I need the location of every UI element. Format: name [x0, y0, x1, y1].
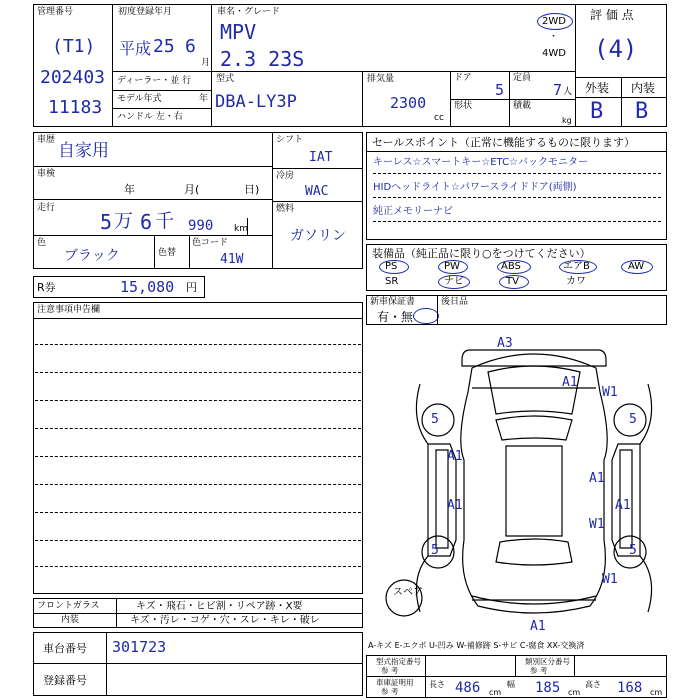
mileage-man: 5 [100, 210, 113, 234]
warranty-label: 新車保証書 [370, 297, 416, 307]
mgmt-number2: 11183 [48, 97, 103, 118]
after-label: 後日品 [441, 297, 469, 307]
damage-mark: W1 [602, 385, 618, 400]
equip-sr: SR [385, 276, 399, 287]
repaint-label: 色替 [158, 248, 177, 258]
color-code: 41W [220, 252, 244, 267]
damage-mark: W1 [602, 572, 618, 587]
mileage-unit: km [234, 224, 248, 234]
dims-length-unit: cm [489, 688, 502, 697]
displacement-label: 排気量 [367, 74, 395, 84]
mileage-rest: 990 [188, 218, 214, 234]
mileage-label: 走行 [37, 203, 56, 213]
color-code-label: 色コード [192, 238, 229, 248]
category-sub: 参 考 [530, 666, 548, 675]
mgmt-number1: 202403 [40, 67, 106, 88]
inspection-year-unit: 年 [124, 183, 135, 196]
equip-navi: ナビ [444, 276, 464, 287]
equip-airbag: エアB [563, 261, 590, 272]
sales-line1: キーレス☆スマートキー☆ETC☆バックモニター [373, 157, 589, 168]
capacity-unit: 人 [563, 87, 573, 97]
sales-label: セールスポイント（正常に機能するものに限ります） [372, 136, 636, 149]
car-grade: 2.3 23S [220, 47, 305, 71]
mgmt-prefix: (T1) [52, 36, 96, 57]
dims-width-label: 幅 [507, 680, 515, 689]
grade-label: 評 価 点 [590, 8, 634, 22]
dims-cert-label: 車庫証明用 [376, 678, 414, 687]
doors-value: 5 [495, 81, 505, 99]
capacity-label: 定員 [513, 73, 532, 83]
damage-mark: A1 [447, 498, 463, 513]
damage-mark: A1 [530, 619, 546, 634]
chassis-value: 301723 [112, 638, 167, 656]
interior-label: 内装 [631, 81, 656, 95]
reg-month-unit: 月 [201, 58, 211, 68]
damage-mark: 5 [629, 412, 637, 427]
inspection-label: 車検 [37, 169, 56, 179]
aircon-value: WAC [305, 184, 329, 199]
equip-ps: PS [385, 261, 398, 272]
drive-2wd: 2WD [542, 16, 566, 27]
handle-label: ハンドル 左・右 [117, 112, 183, 122]
dims-length: 486 [455, 680, 481, 696]
shift-label: シフト [276, 135, 304, 145]
history-value: 自家用 [58, 141, 109, 161]
warranty-value: 有・無 [377, 310, 414, 324]
reg-label: 初度登録年月 [118, 7, 173, 17]
dims-cert-sub: 参 考 [381, 687, 399, 696]
shift-value: IAT [309, 150, 333, 165]
type-designation-box [366, 655, 516, 677]
equip-abs: ABS [501, 261, 521, 272]
chassis-box [33, 632, 363, 664]
damage-mark: 5 [431, 412, 439, 427]
history-label: 車歴 [37, 135, 56, 145]
glass-box [33, 598, 363, 628]
mgmt-label: 管理番号 [37, 7, 74, 17]
spare-label: スペア [393, 587, 423, 598]
damage-legend: A-キズ E-エクボ U-凹み W-補修跡 S-サビ C-腐食 XX-交換済 [368, 641, 585, 650]
exterior-grade: B [590, 99, 604, 124]
inspection-day-unit: 日) [244, 183, 260, 196]
registration-label: 登録番号 [43, 674, 87, 687]
equip-pw: PW [444, 261, 460, 272]
car-name: MPV [220, 20, 257, 44]
glass-front-value: キズ・飛石・ヒビ割・リペア跡・X要 [136, 601, 303, 612]
damage-mark: A1 [562, 375, 578, 390]
model-label: 型式 [216, 74, 235, 84]
category-box [515, 655, 667, 677]
grade-score: (4) [594, 35, 638, 63]
recycle-amount: 15,080 [120, 278, 175, 296]
load-label: 積載 [513, 101, 532, 111]
type-designation-label: 型式指定番号 [376, 657, 421, 666]
color-value: ブラック [64, 248, 120, 264]
glass-front-label: フロントガラス [37, 601, 100, 611]
notes-label: 注意事項申告欄 [37, 305, 101, 315]
mileage-sen: 6 [140, 210, 153, 234]
damage-mark: A3 [497, 336, 513, 351]
damage-mark: A1 [447, 449, 463, 464]
damage-mark: A1 [589, 471, 605, 486]
registration-box [33, 663, 363, 696]
equip-leather: カワ [566, 276, 586, 287]
interior-grade: B [635, 99, 649, 124]
shape-label: 形状 [454, 101, 473, 111]
damage-mark: 5 [629, 543, 637, 558]
drive-dot: ・ [549, 32, 559, 42]
dims-height-label: 高さ [585, 680, 601, 689]
capacity-value: 7 [553, 81, 563, 99]
load-unit: kg [562, 116, 572, 125]
dealer-label: ディーラー・並 行 [117, 76, 192, 86]
reg-era: 平成 [119, 39, 152, 58]
reg-year: 25 [153, 36, 175, 57]
dims-height: 168 [617, 680, 643, 696]
dims-width-unit: cm [568, 688, 581, 697]
recycle-unit: 円 [186, 281, 197, 294]
dims-length-label: 長さ [429, 680, 445, 689]
type-designation-sub: 参 考 [381, 666, 399, 675]
dims-box [366, 676, 667, 698]
car-label: 車名・グレード [217, 7, 281, 17]
mileage-man-unit: 万 [114, 210, 134, 232]
sales-line2: HIDヘッドライト☆パワースライドドア(両側) [373, 182, 577, 193]
model-year-label: モデル年式 [117, 94, 162, 104]
aircon-label: 冷房 [276, 171, 295, 181]
chassis-label: 車台番号 [43, 642, 87, 655]
reg-month: 6 [185, 36, 196, 57]
model-year-unit: 年 [199, 94, 209, 104]
glass-interior-label: 内装 [61, 615, 80, 625]
exterior-label: 外装 [585, 81, 610, 95]
equip-tv: TV [506, 276, 519, 287]
model-code: DBA-LY3P [215, 92, 297, 112]
glass-interior-value: キズ・汚レ・コゲ・穴・スレ・キレ・破レ [130, 615, 320, 626]
damage-mark: A1 [615, 498, 631, 513]
equipment-label: 装備品（純正品に限り○をつけてください） [372, 247, 591, 260]
dims-height-unit: cm [650, 688, 663, 697]
inspection-month-unit: 月( [184, 183, 200, 196]
mileage-sen-unit: 千 [155, 210, 175, 232]
drive-4wd: 4WD [542, 48, 566, 59]
fuel-value: ガソリン [290, 228, 346, 244]
damage-mark: W1 [589, 517, 605, 532]
displacement-value: 2300 [390, 94, 427, 112]
damage-mark: 5 [431, 543, 439, 558]
fuel-label: 燃料 [276, 204, 295, 214]
equip-aw: AW [628, 261, 645, 272]
recycle-label: R券 [37, 281, 56, 294]
category-label: 類別区分番号 [525, 657, 570, 666]
dims-width: 185 [535, 680, 561, 696]
sales-line3: 純正メモリーナビ [373, 206, 453, 217]
doors-label: ドア [454, 73, 472, 83]
color-label: 色 [37, 238, 47, 248]
displacement-unit: cc [434, 113, 444, 123]
